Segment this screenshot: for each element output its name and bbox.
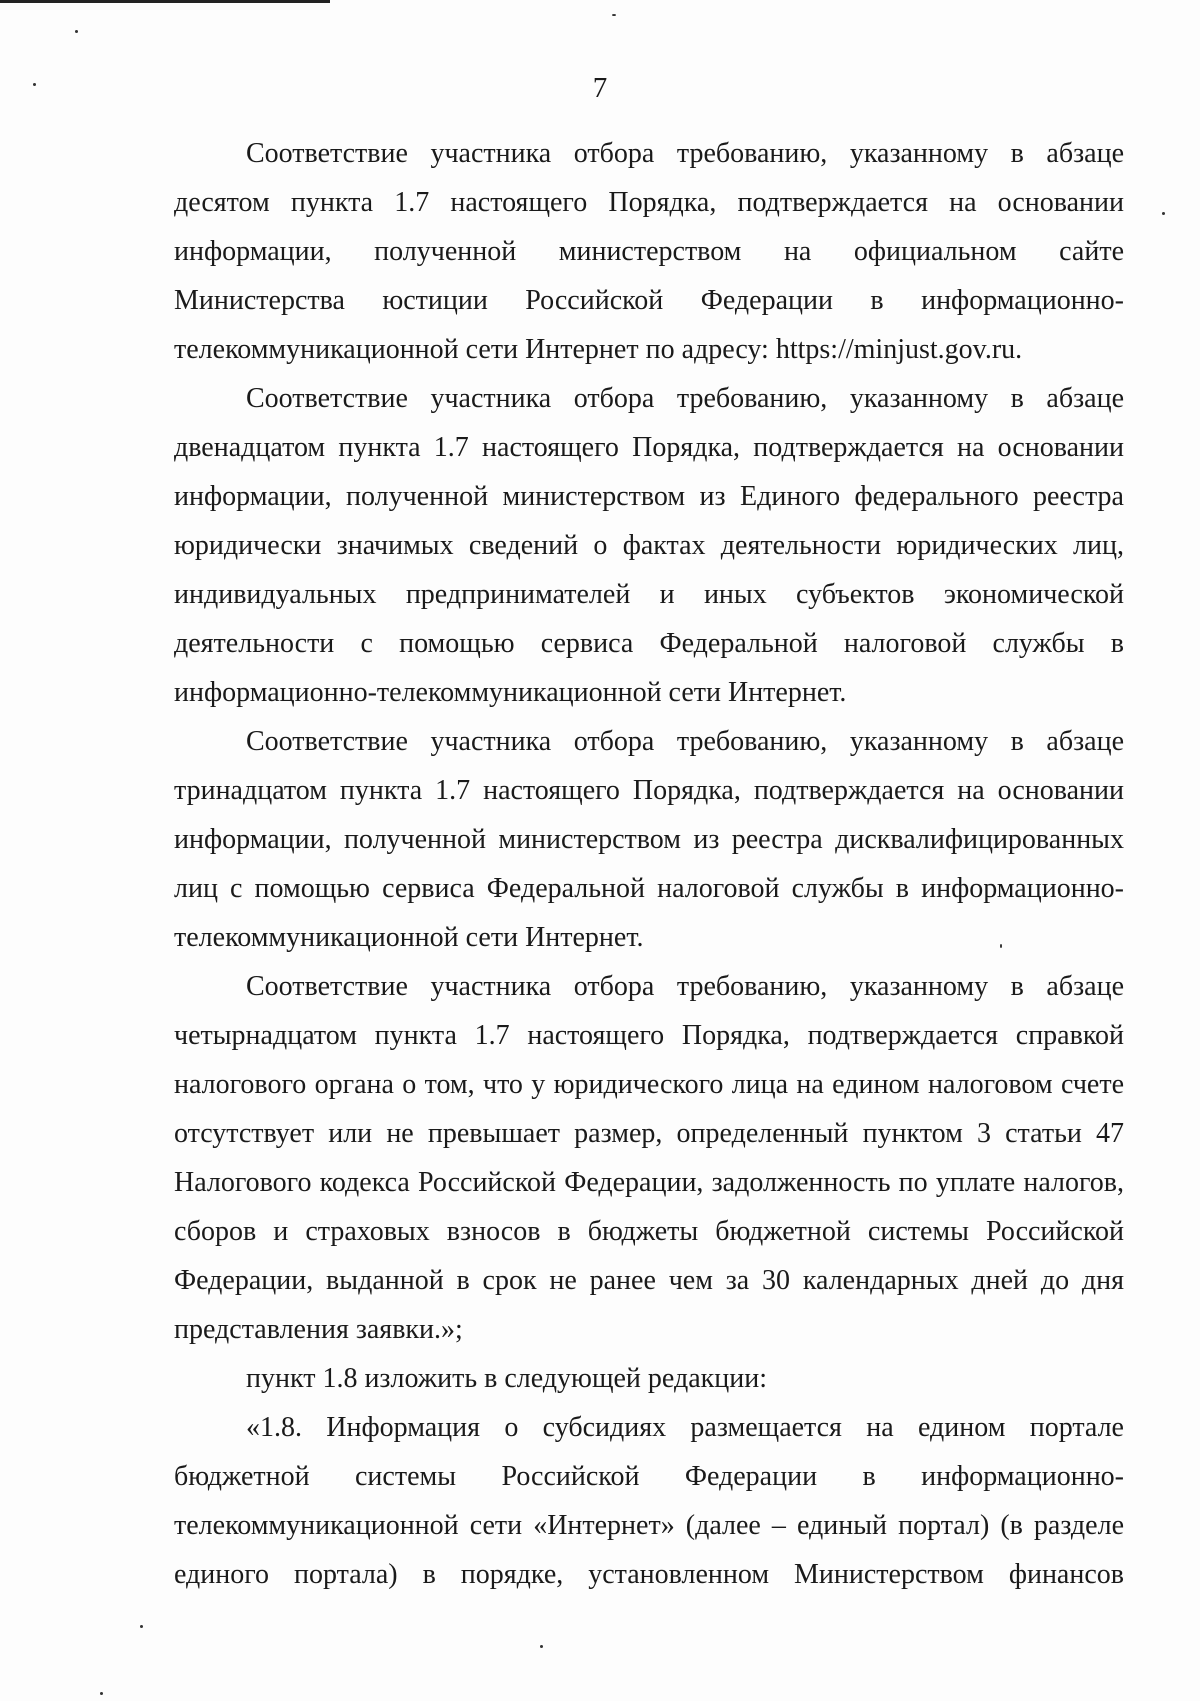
scan-speck [1162, 212, 1165, 215]
paragraph-disqualified-check: Соответствие участника отбора требованию, указанному в абзаце тринадцатом пункта 1.7 настоящего Порядка, подтверждается на основании информации, полученной министерством из реестра дисквалифицированных лиц с помощью сервиса Федеральной налоговой службы в информационно-телекоммуникационной сети Интернет. [174, 726, 1124, 953]
scan-speck [540, 1645, 543, 1648]
scan-speck [612, 14, 616, 16]
page-number: 7 [592, 72, 608, 104]
paragraph-clause-1-8: «1.8. Информация о субсидиях размещается на едином портале бюджетной системы Российской Федерации в информационно-телекоммуникационной сети «Интернет» (далее – единый портал) (в разделе единого портала) в порядке, установленном Министерством финансов [174, 1412, 1124, 1590]
top-rule [0, 0, 330, 3]
scan-speck [75, 30, 78, 33]
scan-speck [100, 1692, 103, 1695]
document-body [174, 129, 1124, 1599]
paragraph-minjust-check: Соответствие участника отбора требованию, указанному в абзаце десятом пункта 1.7 настоящего Порядка, подтверждается на основании информации, полученной министерством на официальном сайте Министерства юстиции Российской Федерации в информационно-телекоммуникационной сети Интернет по адресу: https://minjust.gov.ru. [174, 138, 1124, 365]
scan-speck [140, 1625, 143, 1628]
paragraph-amendment-intro: пункт 1.8 изложить в следующей редакции: [246, 1363, 767, 1394]
paragraph-fedresurs-check: Соответствие участника отбора требованию, указанному в абзаце двенадцатом пункта 1.7 настоящего Порядка, подтверждается на основании информации, полученной министерством из Единого федерального реестра юридически значимых сведений о фактах деятельности юридических лиц, индивидуальных предпринимателей и иных субъектов экономической деятельности с помощью сервиса Федеральной налоговой службы в информационно-телекоммуникационной сети Интернет. [174, 383, 1124, 708]
paragraph-tax-debt-check: Соответствие участника отбора требованию, указанному в абзаце четырнадцатом пункта 1.7 настоящего Порядка, подтверждается справкой налогового органа о том, что у юридического лица на едином налоговом счете отсутствует или не превышает размер, определенный пунктом 3 статьи 47 Налогового кодекса Российской Федерации, задолженность по уплате налогов, сборов и страховых взносов в бюджеты бюджетной системы Российской Федерации, выданной в срок не ранее чем за 30 календарных дней до дня представления заявки.»; [174, 971, 1124, 1345]
